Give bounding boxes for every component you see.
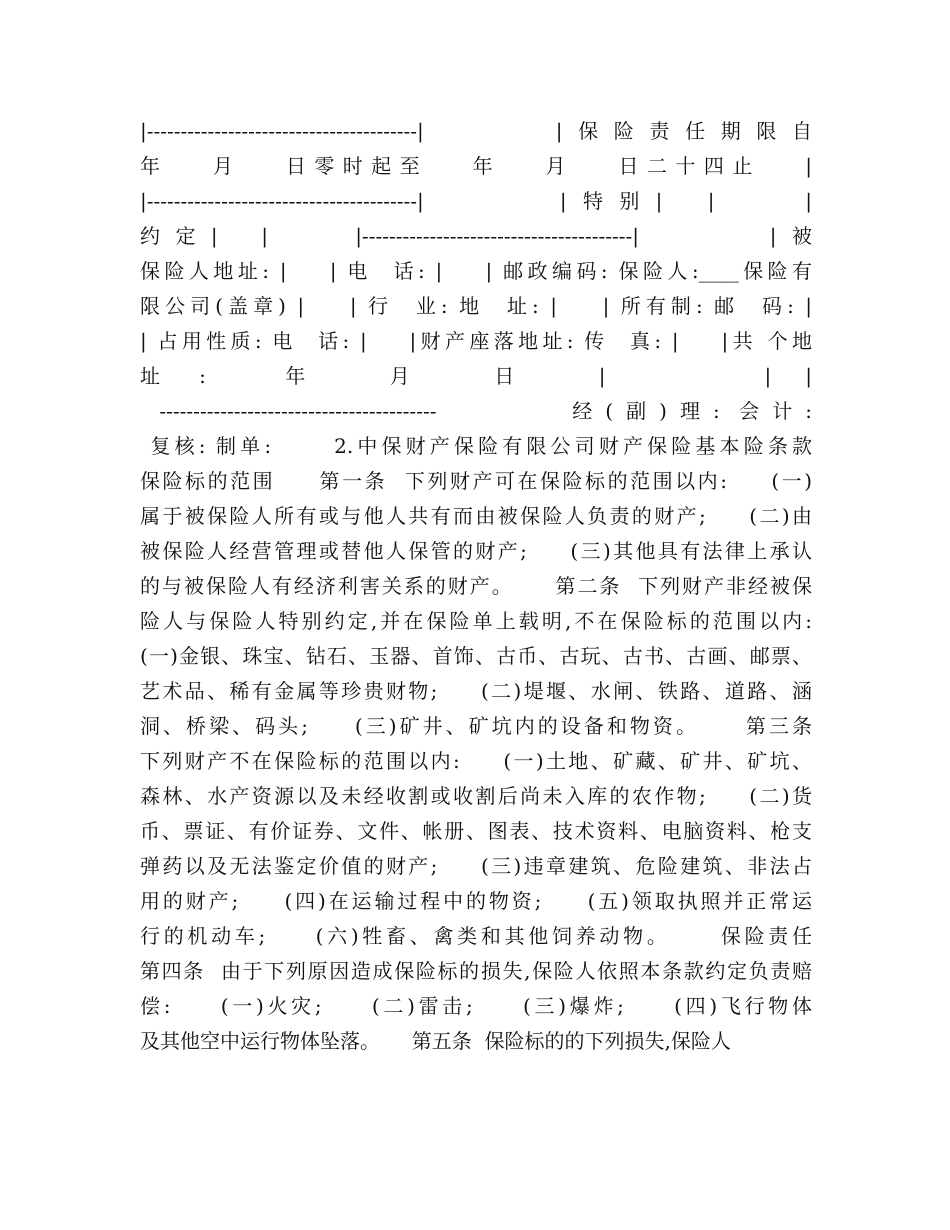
text-line: 被保险人经营管理或替他人保管的财产; (三)其他具有法律上承认	[140, 539, 812, 563]
text-line: 保险标的范围 第一条 下列财产可在保险标的范围以内: (一)	[140, 469, 812, 493]
text-line: 第四条 由于下列原因造成保险标的损失,保险人依照本条款约定负责赔	[140, 959, 812, 983]
text-line: |----------------------------------------| |保险责任期限自	[140, 119, 812, 143]
text-line: 险人与保险人特别约定,并在保险单上载明,不在保险标的范围以内:	[140, 609, 812, 633]
text-line: 年 月 日零时起至 年 月 日二十四止 |	[140, 154, 812, 178]
text-line: 币、票证、有价证券、文件、帐册、图表、技术资料、电脑资料、枪支	[140, 819, 812, 843]
text-line: 保险人地址: | | 电 话: | | 邮政编码: 保险人:____保险有	[140, 259, 812, 283]
text-line: |----------------------------------------| |特别| | |	[140, 189, 812, 213]
text-line: 复核: 制单: 2.中保财产保险有限公司财产保险基本险条款	[140, 434, 812, 458]
text-line: 下列财产不在保险标的范围以内: (一)土地、矿藏、矿井、矿坑、	[140, 749, 812, 773]
document-body	[140, 114, 812, 1059]
text-line: 森林、水产资源以及未经收割或收割后尚未入库的农作物; (二)货	[140, 784, 812, 808]
text-line: 行的机动车; (六)牲畜、禽类和其他饲养动物。 保险责任	[140, 924, 812, 948]
text-line: 的与被保险人有经济利害关系的财产。 第二条 下列财产非经被保	[140, 574, 812, 598]
text-line: 用的财产; (四)在运输过程中的物资; (五)领取执照并正常运	[140, 889, 812, 913]
text-line: 及其他空中运行物体坠落。 第五条 保险标的的下列损失,保险人	[140, 1029, 731, 1053]
text-line: (一)金银、珠宝、钻石、玉器、首饰、古币、古玩、古书、古画、邮票、	[140, 644, 812, 668]
text-line: 偿: (一)火灾; (二)雷击; (三)爆炸; (四)飞行物体	[140, 994, 812, 1018]
text-line: 限公司(盖章) | | 行 业: 地 址: | | 所有制: 邮 码: |	[140, 294, 812, 318]
text-line: ----------------------------------------- 经(副)理: 会计:	[140, 399, 812, 423]
text-line: 弹药以及无法鉴定价值的财产; (三)违章建筑、危险建筑、非法占	[140, 854, 812, 878]
text-line: 属于被保险人所有或与他人共有而由被保险人负责的财产; (二)由	[140, 504, 812, 528]
text-line: 洞、桥梁、码头; (三)矿井、矿坑内的设备和物资。 第三条	[140, 714, 812, 738]
text-line: | 占用性质: 电 话: | |财产座落地址: 传 真: | |共 个地	[140, 329, 812, 353]
text-line: 约定| | |----------------------------------------| |被	[140, 224, 812, 248]
text-line: 址 : 年 月 日 | | |	[140, 364, 812, 388]
text-line: 艺术品、稀有金属等珍贵财物; (二)堤堰、水闸、铁路、道路、涵	[140, 679, 812, 703]
